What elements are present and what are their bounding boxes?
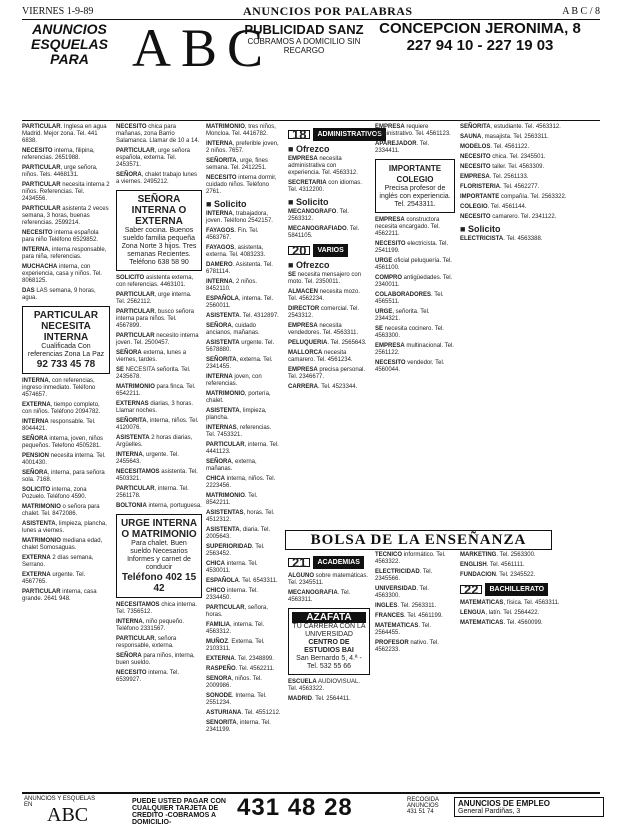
classified-ad: NECESITO chica. Tel. 2345501. — [460, 154, 546, 160]
classified-ad: PARTICULAR asistenta 2 veces semana, 3 horas, buenas referencias. 2599214. — [22, 206, 109, 226]
senora-box-sub: Saber cocina. Buenos sueldo familia pequeña Zona Norte 3 hijos. Tres semanas Recientes. Teléfono 638 58 90 — [121, 227, 197, 266]
classified-ad: FAMILIA, interna. Tel. 4563312. — [206, 622, 265, 635]
publicidad-sub: COBRAMOS A DOMICILIO SIN RECARGO — [247, 37, 361, 55]
classified-ad: NECESITAMOS chica interna. Tel. 7356512. — [116, 602, 197, 615]
col6-solicito-heading: ■ Solicito — [460, 226, 596, 233]
interna-box-title: PARTICULAR NECESITA INTERNA — [33, 310, 99, 343]
header-date: VIERNES 1-9-89 — [22, 5, 94, 17]
classified-ad: PELUQUERIA. Tel. 2565643. — [288, 340, 367, 346]
classified-ad: SAUNA, masajista. Tel. 2563311. — [460, 134, 549, 140]
col2-ads2 — [116, 275, 202, 510]
classified-ad: SE necesita mensajero con moto. Tel. 2350011. — [288, 272, 362, 285]
urge-box-title: URGE INTERNA O MATRIMONIO — [120, 518, 198, 540]
classified-ad: FUNDACION. Tel. 2345522. — [460, 572, 536, 578]
classified-ad: SOLICITO asistenta externa, con referencias. 4463101. — [116, 275, 194, 288]
header-page: A B C / 8 — [562, 5, 600, 17]
page-header — [22, 4, 600, 18]
azafata-title: AZAFATA — [292, 612, 366, 623]
classified-ad: ASISTENTA. Tel. 4312897. — [206, 313, 279, 319]
classified-ad: ASISTENTA urgente. Tel. 5678880. — [206, 340, 275, 353]
classified-ad: ELECTRICISTA. Tel. 4563388. — [460, 236, 543, 242]
section-18 — [288, 127, 382, 142]
azafata-center: CENTRO DE ESTUDIOS BAI — [304, 639, 354, 654]
classified-ad: PARTICULAR necesita interna 2 niños. Referencias. Tel. 2434556. — [22, 182, 110, 202]
classified-ad: MECANOGRAFIA. Tel. 4563311. — [288, 590, 351, 603]
classified-ad: MADRID. Tel. 2564411. — [288, 696, 351, 702]
classified-ad: ESCUELA AUDIOVISUAL. Tel. 4563322. — [288, 679, 361, 692]
classified-ad: SEÑORA para niños, interna, buen sueldo. — [116, 653, 195, 666]
classified-ad: ENGLISH. Tel. 4561111. — [460, 562, 525, 568]
classified-ad: NECESITO interna, filipina, referencias. 2651988. — [22, 148, 95, 161]
senora-box — [116, 190, 202, 271]
classified-ad: ASISTENTAS, horas. Tel. 4512312. — [206, 510, 275, 523]
classified-ad: TECNICO informático. Tel. 4563322. — [375, 552, 446, 565]
classified-ad: MATRIMONIO mediana edad, chalet Somosaguas. — [22, 538, 103, 551]
footer-left-label: ANUNCIOS Y ESQUELAS EN — [24, 796, 96, 808]
col4-ads2 — [288, 209, 370, 240]
col4-ads4 — [288, 573, 370, 604]
classified-ad: SE necesita cocinero. Tel. 4563300. — [375, 326, 444, 339]
interna-box — [22, 306, 110, 374]
classified-ad: NECESITAMOS asistenta. Tel. 4503321. — [116, 469, 198, 482]
classified-ad: SEÑORA, externa, mañanas. — [206, 459, 257, 472]
classified-ad: INTERNA joven, con referencias. — [206, 374, 262, 387]
column-5-top — [375, 124, 455, 528]
classified-ad: EMPRESA precisa personal. Tel. 2346677. — [288, 367, 366, 380]
classified-ad: FRANCES. Tel. 4561199. — [375, 613, 443, 619]
classified-ad: MATRIMONIO. Tel. 8542211. — [206, 493, 258, 506]
classified-ad: SONODE. Interna. Tel. 2551234. — [206, 693, 267, 706]
col4-ofrezco-heading: ■ Ofrezco — [288, 146, 370, 153]
col4-ofrezco2-heading: ■ Ofrezco — [288, 262, 370, 269]
classified-ad: EMPRESA necesita administrativa con experiencia. Tel. 4563312. — [288, 156, 358, 176]
footer-abc-logo: ABC — [47, 804, 89, 826]
classified-ad: PARTICULAR, urge señora española, externa. Tel. 2453571. — [116, 148, 190, 168]
column-6-top — [460, 124, 596, 528]
classified-ad: SOLICITO interna, zona Pozuelo. Teléfono 4590. — [22, 487, 87, 500]
classified-ad: EXTERNA. Tel. 2348899. — [206, 656, 274, 662]
col3-solicito-heading: ■ Solicito — [206, 201, 282, 208]
azafata-address: San Bernardo 5, 4.ª - Tel. 532 55 66 — [296, 655, 362, 670]
classified-ad: SEÑORITA, estudiante. Tel. 4563312. — [460, 124, 561, 130]
col5-ads3 — [375, 552, 455, 654]
classified-ad: BOLTONIA interna, portuguesa. — [116, 503, 202, 509]
classified-ad: ESPAÑOLA. Tel. 6543311. — [206, 578, 278, 584]
classified-ad: MATEMATICAS, física. Tel. 4563311. — [460, 600, 560, 606]
classified-ad: MARKETING. Tel. 2563300. — [460, 552, 536, 558]
col6-ads4 — [460, 600, 596, 627]
classified-ad: ALMACEN necesita mozo. Tel. 4562234. — [288, 289, 361, 302]
col4-ads5 — [288, 679, 370, 703]
urge-box — [116, 514, 202, 598]
footer-empleo-addr: General Pardiñas, 3 — [458, 808, 521, 815]
section-21-label: ACADEMIAS — [313, 556, 363, 569]
classified-ad: UNIVERSIDAD. Tel. 4563300. — [375, 586, 429, 599]
col2-ads — [116, 124, 202, 186]
classified-ad: INTERNA, trabajadora, joven. Teléfono 2542157. — [206, 211, 273, 224]
classified-ad: INTERNAS, referencias. Tel. 7453321. — [206, 425, 272, 438]
banner-rule — [22, 120, 600, 121]
classified-ad: ASISTENTA, diaria. Tel. 2005643. — [206, 527, 271, 540]
classified-ad: APAREJADOR. Tel. 2334411. — [375, 141, 430, 154]
colegio-box-sub: Precisa profesor de inglés con experiencia. Tel. 2543311. — [379, 185, 451, 208]
classified-ad: NECESITO interna española para niño Teléfono 6529852. — [22, 230, 99, 243]
classified-ad: ASISTENTA 2 horas diarias, Argüelles. — [116, 435, 193, 448]
classified-ad: PARTICULAR, señora, horas. — [206, 605, 268, 618]
footer-phone: 431 48 28 — [237, 794, 353, 821]
senora-box-title: SEÑORA INTERNA O EXTERNA — [131, 194, 187, 227]
classified-ad: FLORISTERIA. Tel. 4562277. — [460, 184, 540, 190]
classified-ad: ALGUNO sobre matemáticas. Tel. 2345511. — [288, 573, 369, 586]
classified-ad: EXTERNA, tiempo completo, con niños. Teléfono 2094782. — [22, 402, 101, 415]
column-5-bottom — [375, 552, 455, 790]
classified-ad: PARTICULAR. Inglesa en agua Madrid. Mejor zona. Tel. 441 6838. — [22, 124, 107, 144]
classified-ad: EMPRESA necesita vendedores. Tel. 4563311. — [288, 323, 359, 336]
classified-ad: MECANOGRAFIADO. Tel. 5841105. — [288, 226, 360, 239]
classified-ad: MATEMATICAS. Tel. 4560099. — [460, 620, 543, 626]
classified-ad: IMPORTANTE compañía. Tel. 2563322. — [460, 194, 567, 200]
interna-box-sub: Cualificada Con referencias Zona La Paz — [27, 343, 105, 358]
section-20 — [288, 244, 370, 257]
header-title: ANUNCIOS POR PALABRAS — [242, 3, 413, 18]
classified-ad: PARTICULAR necesito interna joven. Tel. 2500457. — [116, 333, 199, 346]
classified-ad: SEÑORA interna, joven, niños pequeños. Telefono 4505281. — [22, 436, 104, 449]
classified-ad: COLEGIO. Tel. 4561144. — [460, 204, 527, 210]
col5-ads — [375, 124, 455, 155]
classified-ad: EMPRESA. Tel. 2561133. — [460, 174, 529, 180]
classified-ad: INTERNA responsable. Tel. 8044421. — [22, 419, 96, 432]
classified-ad: INTERNA, interna responsable, para niña, referencias. — [22, 247, 107, 260]
col3-ads2 — [206, 211, 282, 734]
classified-ad: EXTERNA 2 días semana, Serrano. — [22, 555, 94, 568]
classified-ad: PARTICULAR, interna. Tel. 2561178. — [116, 486, 189, 499]
classified-ad: MUÑOZ. Externa. Tel. 2103311. — [206, 639, 265, 652]
column-4-top — [288, 124, 382, 528]
classified-ad: NECESITO chica para mañanas, zona Barrio Salamanca. Llamar de 10 a 14. — [116, 124, 200, 144]
classified-ad: LENGUA, latín. Tel. 2564422. — [460, 610, 540, 616]
classified-ad: PARTICULAR, señora responsable, externa. — [116, 636, 177, 649]
classified-ad: INTERNA, urgente. Tel. 2455643. — [116, 452, 179, 465]
classified-ad: MATRIMONIO, tres niños, Moncloa. Tel. 4416782. — [206, 124, 276, 137]
classified-ad: EMPRESA multinacional. Tel. 2561122. — [375, 343, 454, 356]
section-18-label: ADMINISTRATIVOS — [313, 128, 385, 141]
classified-ad: MODELOS. Tel. 4561122. — [460, 144, 530, 150]
classified-ad: SEÑORA, cuidado ancianos, mañanas. — [206, 323, 260, 336]
classified-ad: NECESITO electricista. Tel. 2541199. — [375, 241, 449, 254]
classified-ad: URGE, señorita. Tel. 2344321. — [375, 309, 430, 322]
classified-ad: PROFESOR nativo. Tel. 4562233. — [375, 640, 439, 653]
col6-ads — [460, 124, 596, 221]
column-3 — [206, 124, 282, 790]
classified-ad: PARTICULAR, busco señora interna para niños. Tel. 4567899. — [116, 309, 194, 329]
footer-mid-label: PUEDE USTED PAGAR CON CUALQUIER TARJETA DE CREDITO -COBRAMOS A DOMICILIO- — [132, 798, 226, 826]
classified-ad: MUCHACHA interna, con experiencia, casa y niños. Tel. 8068125. — [22, 264, 102, 284]
bolsa-ensenanza-banner: BOLSA DE LA ENSEÑANZA — [285, 530, 552, 550]
classified-ad: ELECTRICIDAD. Tel. 2345566. — [375, 569, 433, 582]
classified-ad: DAS LAS semana, 9 horas, agua. — [22, 288, 96, 301]
classified-ad: SECRETARIA con idiomas. Tel. 4312200. — [288, 180, 362, 193]
classified-ad: CHICO interna. Tel. 2334450. — [206, 588, 258, 601]
classified-ad: EXTERNAS diarias, 3 horas. Llamar noches. — [116, 401, 194, 414]
classified-ad: SEÑORA externa, lunes a viernes, tardes. — [116, 350, 187, 363]
section-20-num: 20 — [288, 246, 310, 255]
classified-ad: INTERNA, preferible joven, 2 niños. 7657. — [206, 141, 279, 154]
banner-publicidad — [234, 22, 374, 55]
classified-ad: PARTICULAR, urge interna. Tel. 2562112. — [116, 292, 192, 305]
classified-ad: SEÑORA, interna, para señora sola. 7168. — [22, 470, 105, 483]
abc-logo: ABC — [132, 18, 274, 78]
classified-ad: DIRECTOR comercial. Tel. 2543312. — [288, 306, 360, 319]
classified-ad: INGLES. Tel. 2563311. — [375, 603, 437, 609]
section-18-num: 18 — [288, 130, 310, 139]
section-22-num: 22 — [460, 585, 482, 594]
classified-ad: FAYAGOS. Fin. Tel. 4563767. — [206, 228, 259, 241]
classified-ad: MATRIMONIO, portería, chalet. — [206, 391, 271, 404]
classified-ad: EXTERNA urgente. Tel. 4567765. — [22, 572, 86, 585]
classified-ad: CHICA interna, niños. Tel. 2223456. — [206, 476, 276, 489]
classified-ad: MALLORCA necesita camarero. Tel. 4561234. — [288, 350, 353, 363]
concepcion-name: CONCEPCION JERONIMA, 8 — [379, 20, 581, 37]
colegio-box-title: IMPORTANTE COLEGIO — [388, 164, 442, 184]
column-4-bottom — [288, 552, 370, 790]
classified-ad: PENSION necesita interna. Tel. 4001430. — [22, 453, 106, 466]
classified-ad: URGE oficial peluquería. Tel. 4561100. — [375, 258, 452, 271]
footer-empleo-title: ANUNCIOS DE EMPLEO — [458, 799, 551, 808]
classified-ad: NECESITO vendedor. Tel. 4560044. — [375, 360, 445, 373]
column-1 — [22, 124, 110, 790]
classified-ad: INTERNA, 2 niños. 8452110. — [206, 279, 258, 292]
classified-ad: MECANOGRAFO. Tel. 2563312. — [288, 209, 349, 222]
col5-ads2 — [375, 217, 455, 374]
classified-ad: ASTURIANA. Tel. 4551212. — [206, 710, 281, 716]
classified-ad: COLABORADORES. Tel. 4565511. — [375, 292, 444, 305]
footer-empleo-box — [454, 797, 604, 817]
footer — [22, 792, 600, 828]
classified-ad: MATRIMONIO o señora para chalet. Tel. 8472086. — [22, 504, 100, 517]
classified-ad: NECESITO interna dormir, cuidado niños. Teléfono 2761. — [206, 175, 277, 195]
banner-concepcion — [360, 20, 600, 54]
col4-ads3 — [288, 272, 370, 391]
col6-ads3 — [460, 552, 596, 579]
urge-box-phone: Teléfono 402 15 42 — [121, 572, 197, 594]
classified-ad: SE NECESITA señorita. Tel. 2435678. — [116, 367, 191, 380]
interna-box-phone: 92 733 45 78 — [36, 359, 96, 370]
footer-small-label: RECOGIDA ANUNCIOS 431 51 74 — [407, 797, 439, 815]
classified-ad: SEÑORITA, urge, fines semana. Tel. 2412251. — [206, 158, 268, 171]
urge-box-sub: Para chalet. Buen sueldo Necesarios Informes y carnet de conducir — [127, 540, 191, 571]
col6-ads2 — [460, 236, 596, 243]
classified-ad: SENORITA, interna. Tel. 2341199. — [206, 720, 271, 733]
classified-ad: SENORA, niños. Tel. 2009986. — [206, 676, 262, 689]
col3-ads — [206, 124, 282, 196]
classified-ad: FAYAGOS, asistenta, externa. Tel. 4083233. — [206, 245, 266, 258]
classified-ad: CARRERA. Tel. 4523344. — [288, 384, 358, 390]
section-22 — [460, 583, 596, 596]
classified-ad: SUPERIORIDAD. Tel. 2563452. — [206, 544, 265, 557]
classified-ad: SEÑORA, chalet trabajo lunes a viernes. 2495212. — [116, 172, 198, 185]
publicidad-name: PUBLICIDAD SANZ — [244, 22, 364, 37]
section-20-label: VARIOS — [313, 244, 347, 257]
azafata-box — [288, 608, 370, 675]
classified-ad: MATEMATICAS. Tel. 2564455. — [375, 623, 432, 636]
classified-ad: NECESITO camarero. Tel. 2341122. — [460, 214, 557, 220]
section-21 — [288, 556, 370, 569]
classified-ad: NECESITO interna. Tel. 6539927. — [116, 670, 180, 683]
classified-ad: SEÑORITA, interna, niños. Tel. 4120076. — [116, 418, 199, 431]
section-22-label: BACHILLERATO — [485, 583, 548, 596]
classified-ad: SEÑORITA, externa. Tel. 2341455. — [206, 357, 273, 370]
colegio-box — [375, 159, 455, 213]
col1-ads2 — [22, 378, 110, 603]
classified-ad: EMPRESA constructora necesita encargado. Tel. 4562211. — [375, 217, 440, 237]
classified-ad: COMPRO antigüedades. Tel. 2340011. — [375, 275, 453, 288]
col4-solicito-heading: ■ Solicito — [288, 199, 370, 206]
classified-ad: PARTICULAR, urge señora, niños. Tels. 4468131. — [22, 165, 98, 178]
classified-ad: CHICA interna. Tel. 4530011. — [206, 561, 258, 574]
classified-ad: PARTICULAR, interna. Tel. 4441123. — [206, 442, 279, 455]
classified-ad: NECESITO taller. Tel. 4563309. — [460, 164, 545, 170]
classified-ad: ASISTENTA, limpieza, plancha, lunes a viernes. — [22, 521, 107, 534]
classified-ad: DAMERO. Asistenta. Tel. 6781114. — [206, 262, 273, 275]
classified-ad: INTERNA, niño pequeño. Teléfono 2331567. — [116, 619, 185, 632]
banner — [22, 20, 600, 118]
banner-esquelas: ANUNCIOS ESQUELAS PARA — [30, 21, 108, 67]
classified-ad: ESPAÑOLA, interna. Tel. 2560011. — [206, 296, 274, 309]
col2-ads3 — [116, 602, 202, 684]
classified-ad: EMPRESA requiere administrativo. Tel. 4561123. — [375, 124, 451, 137]
classified-ad: ASISTENTA, limpieza, plancha. — [206, 408, 267, 421]
classified-ad: PARTICULAR interna, casa grande. 2641 948. — [22, 589, 97, 602]
classified-ad: MATRIMONIO para finca. Tel. 6542211. — [116, 384, 196, 397]
col4-ads — [288, 156, 370, 194]
concepcion-phones: 227 94 10 - 227 19 03 — [406, 37, 554, 54]
section-21-num: 21 — [288, 558, 310, 567]
azafata-sub: TU CARRERA CON LA UNIVERSIDAD — [292, 623, 366, 638]
classified-ad: RASPEÑO. Tel. 4562211. — [206, 666, 275, 672]
column-2 — [116, 124, 202, 790]
column-6-bottom — [460, 552, 596, 790]
classified-ad: INTERNA, con referencias, ingreso inmediato. Teléfono 4574657. — [22, 378, 96, 398]
col1-ads — [22, 124, 110, 302]
